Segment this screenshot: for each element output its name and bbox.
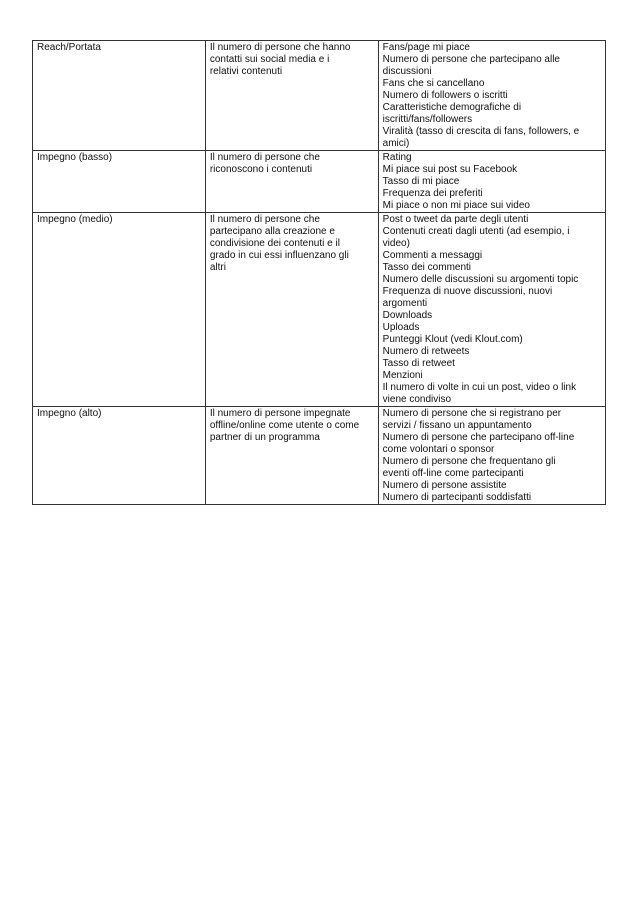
metric-line: Tasso dei commenti bbox=[382, 262, 472, 273]
metric-line: Mi piace o non mi piace sui video bbox=[382, 200, 530, 211]
metric-line: Tasso di retweet bbox=[382, 358, 455, 369]
metric-line: Fans che si cancellano bbox=[382, 78, 485, 89]
metric-line: amici) bbox=[382, 138, 410, 149]
description-cell bbox=[205, 213, 378, 407]
metric-line: Numero di persone che partecipano off-line bbox=[382, 432, 575, 443]
metric-line: Frequenza dei preferiti bbox=[382, 188, 483, 199]
description-line: partecipano alla creazione e bbox=[209, 226, 335, 237]
metrics-table bbox=[32, 40, 606, 505]
metrics-cell bbox=[378, 213, 605, 407]
metric-line: Mi piace sui post su Facebook bbox=[382, 164, 518, 175]
metric-line: discussioni bbox=[382, 66, 432, 77]
category-label: Impegno (alto) bbox=[37, 408, 102, 419]
description-cell bbox=[205, 151, 378, 213]
category-cell bbox=[33, 407, 206, 505]
description-line: altri bbox=[209, 262, 226, 273]
category-label: Reach/Portata bbox=[37, 42, 101, 53]
description-line: Il numero di persone che bbox=[209, 214, 320, 225]
category-cell bbox=[33, 151, 206, 213]
metric-line: Numero di persone che si registrano per bbox=[382, 408, 562, 419]
category-cell bbox=[33, 213, 206, 407]
category-label: Impegno (medio) bbox=[37, 214, 113, 225]
description-line: contatti sui social media e i bbox=[209, 54, 330, 65]
table-row bbox=[33, 407, 606, 505]
metric-line: Caratteristiche demografiche di bbox=[382, 102, 522, 113]
table-row bbox=[33, 213, 606, 407]
metric-line: Commenti a messaggi bbox=[382, 250, 483, 261]
metric-line: iscritti/fans/followers bbox=[382, 114, 473, 125]
description-line: relativi contenuti bbox=[209, 66, 283, 77]
table-body bbox=[33, 41, 606, 505]
description-line: grado in cui essi influenzano gli bbox=[209, 250, 349, 261]
metric-line: Downloads bbox=[382, 310, 433, 321]
metric-line: Viralità (tasso di crescita di fans, followers, e bbox=[382, 126, 580, 137]
metric-line: come volontari o sponsor bbox=[382, 444, 495, 455]
metric-line: Punteggi Klout (vedi Klout.com) bbox=[382, 334, 523, 345]
metric-line: Numero di followers o iscritti bbox=[382, 90, 508, 101]
metric-line: Uploads bbox=[382, 322, 420, 333]
metric-line: Numero delle discussioni su argomenti topic bbox=[382, 274, 579, 285]
description-cell bbox=[205, 41, 378, 151]
table-row bbox=[33, 41, 606, 151]
table-row bbox=[33, 151, 606, 213]
description-cell bbox=[205, 407, 378, 505]
metric-line: Numero di persone assistite bbox=[382, 480, 507, 491]
metrics-cell bbox=[378, 407, 605, 505]
description-line: Il numero di persone che bbox=[209, 152, 320, 163]
category-label: Impegno (basso) bbox=[37, 152, 113, 163]
metric-line: Numero di retweets bbox=[382, 346, 470, 357]
metric-line: servizi / fissano un appuntamento bbox=[382, 420, 532, 431]
metric-line: eventi off-line come partecipanti bbox=[382, 468, 524, 479]
metric-line: Il numero di volte in cui un post, video o link bbox=[382, 382, 577, 393]
metrics-cell bbox=[378, 151, 605, 213]
category-cell bbox=[33, 41, 206, 151]
description-line: Il numero di persone impegnate bbox=[209, 408, 351, 419]
metric-line: Frequenza di nuove discussioni, nuovi bbox=[382, 286, 553, 297]
description-line: riconoscono i contenuti bbox=[209, 164, 313, 175]
metric-line: Rating bbox=[382, 152, 412, 163]
metric-line: video) bbox=[382, 238, 410, 249]
metric-line: Post o tweet da parte degli utenti bbox=[382, 214, 529, 225]
metric-line: viene condiviso bbox=[382, 394, 452, 405]
description-line: condivisione dei contenuti e il bbox=[209, 238, 340, 249]
metric-line: Fans/page mi piace bbox=[382, 42, 470, 53]
description-line: Il numero di persone che hanno bbox=[209, 42, 351, 53]
metric-line: argomenti bbox=[382, 298, 428, 309]
metric-line: Tasso di mi piace bbox=[382, 176, 460, 187]
metric-line: Contenuti creati dagli utenti (ad esempio, i bbox=[382, 226, 570, 237]
metric-line: Numero di persone che frequentano gli bbox=[382, 456, 556, 467]
description-line: offline/online come utente o come bbox=[209, 420, 360, 431]
description-line: partner di un programma bbox=[209, 432, 320, 443]
metric-line: Numero di partecipanti soddisfatti bbox=[382, 492, 532, 503]
metrics-cell bbox=[378, 41, 605, 151]
metric-line: Menzioni bbox=[382, 370, 423, 381]
metric-line: Numero di persone che partecipano alle bbox=[382, 54, 560, 65]
